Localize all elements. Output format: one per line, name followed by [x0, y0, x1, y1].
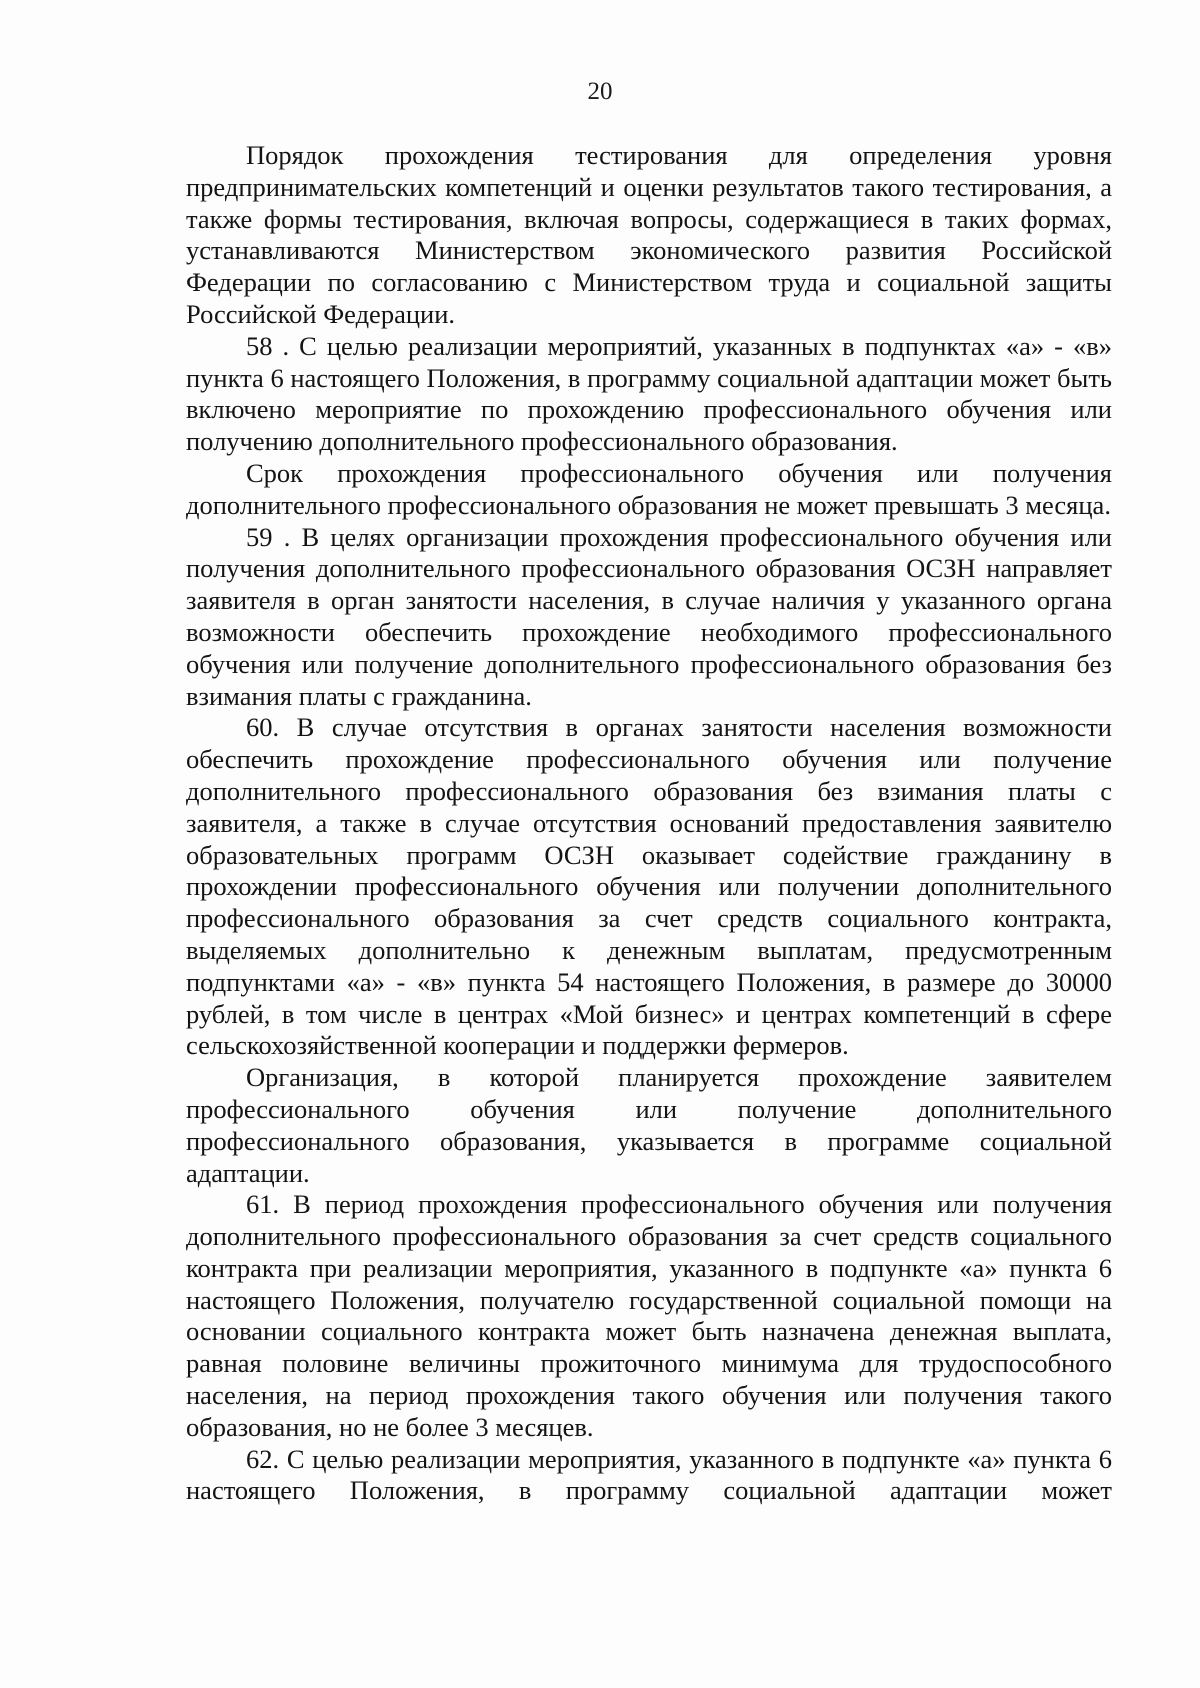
document-body — [186, 140, 1112, 1507]
page-number: 20 — [587, 78, 613, 105]
paragraph-testing-procedure: Порядок прохождения тестирования для определения уровня предпринимательских компетенций и оценки результатов такого тестирования, а также формы тестирования, включая вопросы, содержащиеся в таких формах, устанавливаются Министерством экономического развития Российской Федерации по согласованию с Министерством труда и социальной защиты Российской Федерации. — [186, 140, 1112, 329]
paragraph-58-term: Срок прохождения профессионального обучения или получения дополнительного профессионального образования не может превышать 3 месяца. — [186, 457, 1112, 520]
paragraph-61: 61. В период прохождения профессионального обучения или получения дополнительного профессионального образования за счет средств социального контракта при реализации мероприятия, указанного в подпункте «а» пункта 6 настоящего Положения, получателю государственной социальной помощи на основании социального контракта может быть назначена денежная выплата, равная половине величины прожиточного минимума для трудоспособного населения, на период прохождения такого обучения или получения такого образования, но не более 3 месяцев. — [186, 1189, 1112, 1442]
paragraph-60: 60. В случае отсутствия в органах занятости населения возможности обеспечить прохождение профессионального обучения или получение дополнительного профессионального образования без взимания платы с заявителя, а также в случае отсутствия оснований предоставления заявителю образовательных программ ОСЗН оказывает содействие гражданину в прохождении профессионального обучения или получении дополнительного профессионального образования за счет средств социального контракта, выделяемых дополнительно к денежным выплатам, предусмотренным подпунктами «а» - «в» пункта 54 настоящего Положения, в размере до 30000 рублей, в том числе в центрах «Мой бизнес» и центрах компетенций в сфере сельскохозяйственной кооперации и поддержки фермеров. — [186, 712, 1112, 1061]
paragraph-60-organization: Организация, в которой планируется прохождение заявителем профессионального обучения или получение дополнительного профессионального образования, указывается в программе социальной адаптации. — [186, 1062, 1112, 1188]
paragraph-62: 62. С целью реализации мероприятия, указанного в подпункте «а» пункта 6 настоящего Положения, в программу социальной адаптации может — [186, 1443, 1112, 1506]
paragraph-58: 58 . С целью реализации мероприятий, указанных в подпунктах «а» - «в» пункта 6 настоящего Положения, в программу социальной адаптации может быть включено мероприятие по прохождению профессионального обучения или получению дополнительного профессионального образования. — [186, 330, 1112, 457]
paragraph-59: 59 . В целях организации прохождения профессионального обучения или получения дополнительного профессионального образования ОСЗН направляет заявителя в орган занятости населения, в случае наличия у указанного органа возможности обеспечить прохождение необходимого профессионального обучения или получение дополнительного профессионального образования без взимания платы с гражданина. — [186, 521, 1112, 711]
